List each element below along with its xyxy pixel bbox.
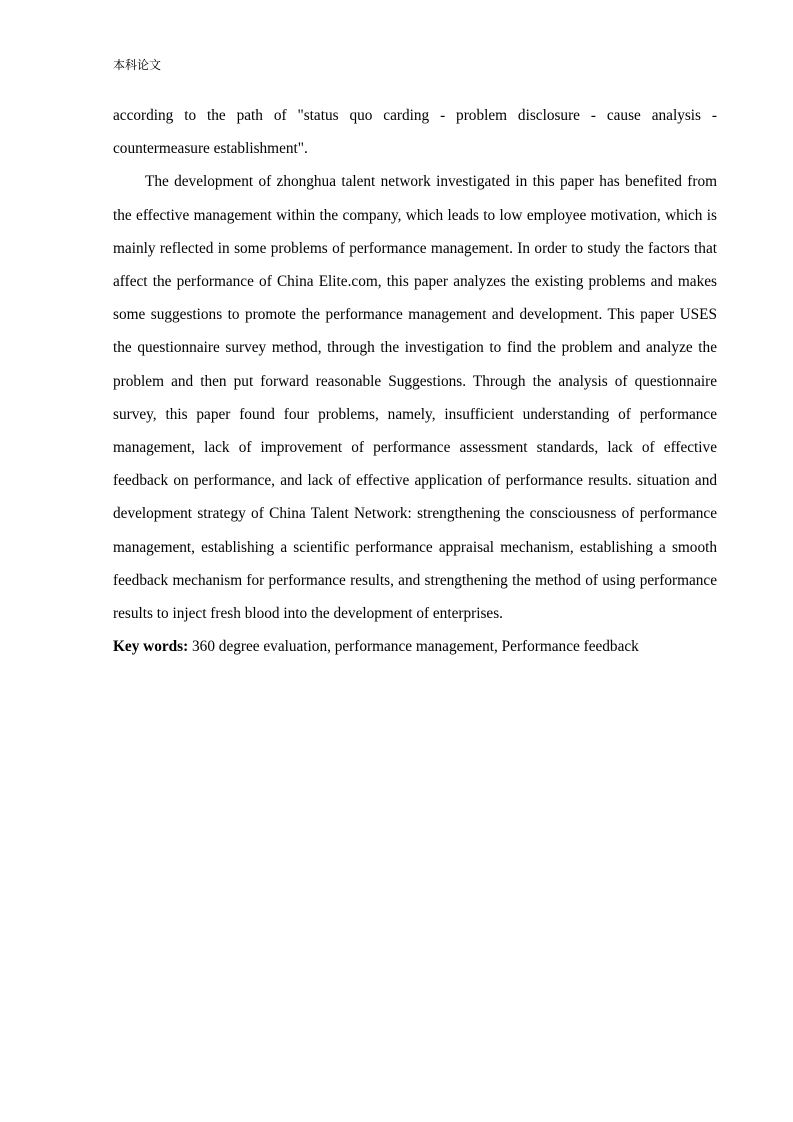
keywords-label: Key words: — [113, 638, 189, 656]
running-header: 本科论文 — [113, 58, 162, 72]
paragraph-continuation: according to the path of "status quo carding - problem disclosure - cause analysis - countermeasure establishment". — [113, 107, 717, 158]
keywords-text: 360 degree evaluation, performance management, Performance feedback — [188, 638, 639, 656]
paragraph-main: The development of zhonghua talent network investigated in this paper has benefited from the effective management within the company, which leads to low employee motivation, which is mainly reflected in some problems of performance management. In order to study the factors that affect the performance of China Elite.com, this paper analyzes the existing problems and makes some suggestions to promote the performance management and development. This paper USES the questionnaire survey method, through the investigation to find the problem and analyze the problem and then put forward reasonable Suggestions. Through the analysis of questionnaire survey, this paper found four problems, namely, insufficient understanding of performance management, lack of improvement of performance assessment standards, lack of effective feedback on performance, and lack of effective application of performance results. situation and development strategy of China Talent Network: strengthening the consciousness of performance management, establishing a scientific performance appraisal mechanism, establishing a smooth feedback mechanism for performance results, and strengthening the method of using performance results to inject fresh blood into the development of enterprises. — [113, 173, 717, 623]
keywords-line — [113, 630, 717, 663]
abstract-body — [113, 99, 717, 663]
